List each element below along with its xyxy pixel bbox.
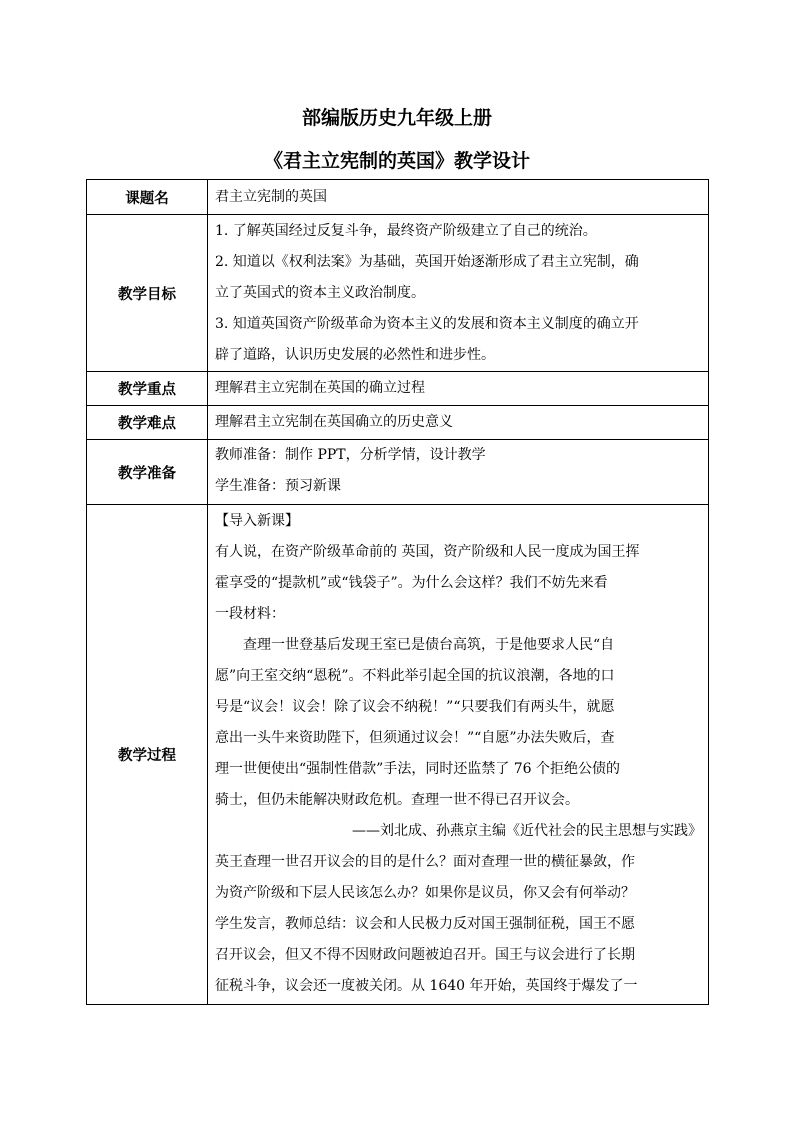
row-label-difficulty: 教学难点 — [87, 406, 208, 440]
row-content-key — [208, 372, 709, 406]
document-title: 部编版历史九年级上册 — [301, 107, 492, 129]
row-content-goals — [208, 215, 709, 372]
text-line: 学生准备：预习新课 — [215, 478, 341, 494]
row-content-prep — [208, 440, 709, 505]
text-line: 君主立宪制的英国 — [215, 189, 327, 205]
row-label-key: 教学重点 — [87, 372, 208, 406]
quote-line: 号是“议会！议会！除了议会不纳税！”“只要我们有两头牛，就愿 — [215, 699, 615, 715]
row-label-prep: 教学准备 — [87, 440, 208, 505]
quote-line: 意出一头牛来资助陛下，但须通过议会！”“自愿”办法失败后，查 — [215, 730, 615, 746]
document-subtitle: 《君主立宪制的英国》教学设计 — [263, 150, 530, 172]
quote-line: 理一世便使出“强制性借款”手法，同时还监禁了 76 个拒绝公债的 — [215, 761, 621, 777]
table-row-prep — [87, 440, 709, 505]
text-line: 有人说，在资产阶级革命前的 英国，资产阶级和人民一度成为国王挥 — [215, 544, 640, 560]
row-content-topic — [208, 180, 709, 215]
table-row-goals — [87, 215, 709, 372]
row-label-goals: 教学目标 — [87, 215, 208, 372]
row-label-topic: 课题名 — [87, 180, 208, 215]
table-row-topic — [87, 180, 709, 215]
quote-source: ——刘北成、孙燕京主编《近代社会的民主思想与实践》 — [352, 823, 702, 839]
table-row-process — [87, 505, 709, 1005]
text-line: 1. 了解英国经过反复斗争，最终资产阶级建立了自己的统治。 — [215, 223, 597, 239]
row-label-process: 教学过程 — [87, 505, 208, 1005]
text-line: 为资产阶级和下层人民该怎么办？如果你是议员，你又会有何举动？ — [215, 885, 635, 901]
text-line: 3. 知道英国资产阶级革命为资本主义的发展和资本主义制度的确立开 — [215, 316, 639, 332]
text-line: 一段材料： — [215, 606, 285, 622]
text-line: 召开议会，但又不得不因财政问题被迫召开。国王与议会进行了长期 — [215, 947, 635, 963]
text-line: 教师准备：制作 PPT，分析学情，设计教学 — [215, 447, 486, 463]
text-line: 征税斗争，议会还一度被关闭。从 1640 年开始，英国终于爆发了一 — [215, 978, 638, 994]
text-line: 2. 知道以《权利法案》为基础，英国开始逐渐形成了君主立宪制，确 — [215, 254, 639, 270]
text-line: 辟了道路，认识历史发展的必然性和进步性。 — [215, 347, 495, 363]
row-content-difficulty — [208, 406, 709, 440]
quote-line: 查理一世登基后发现王室已是债台高筑，于是他要求人民“自 — [243, 637, 615, 653]
table-row-key — [87, 372, 709, 406]
text-line: 立了英国式的资本主义政治制度。 — [215, 285, 425, 301]
quote-line: 愿”向王室交纳“恩税”。不料此举引起全国的抗议浪潮，各地的口 — [215, 668, 615, 684]
row-content-process — [208, 505, 709, 1005]
table-row-difficulty — [87, 406, 709, 440]
text-line: 英王查理一世召开议会的目的是什么？面对查理一世的横征暴敛，作 — [215, 854, 635, 870]
quote-line: 骑士，但仍未能解决财政危机。查理一世不得已召开议会。 — [215, 792, 579, 808]
text-line: 【导入新课】 — [215, 513, 299, 529]
text-line: 理解君主立宪制在英国确立的历史意义 — [215, 414, 453, 430]
text-line: 霍享受的“提款机”或“钱袋子”。为什么会这样？我们不妨先来看 — [215, 575, 608, 591]
lesson-plan-table — [86, 179, 709, 1005]
text-line: 理解君主立宪制在英国的确立过程 — [215, 380, 425, 396]
text-line: 学生发言，教师总结：议会和人民极力反对国王强制征税，国王不愿 — [215, 916, 635, 932]
